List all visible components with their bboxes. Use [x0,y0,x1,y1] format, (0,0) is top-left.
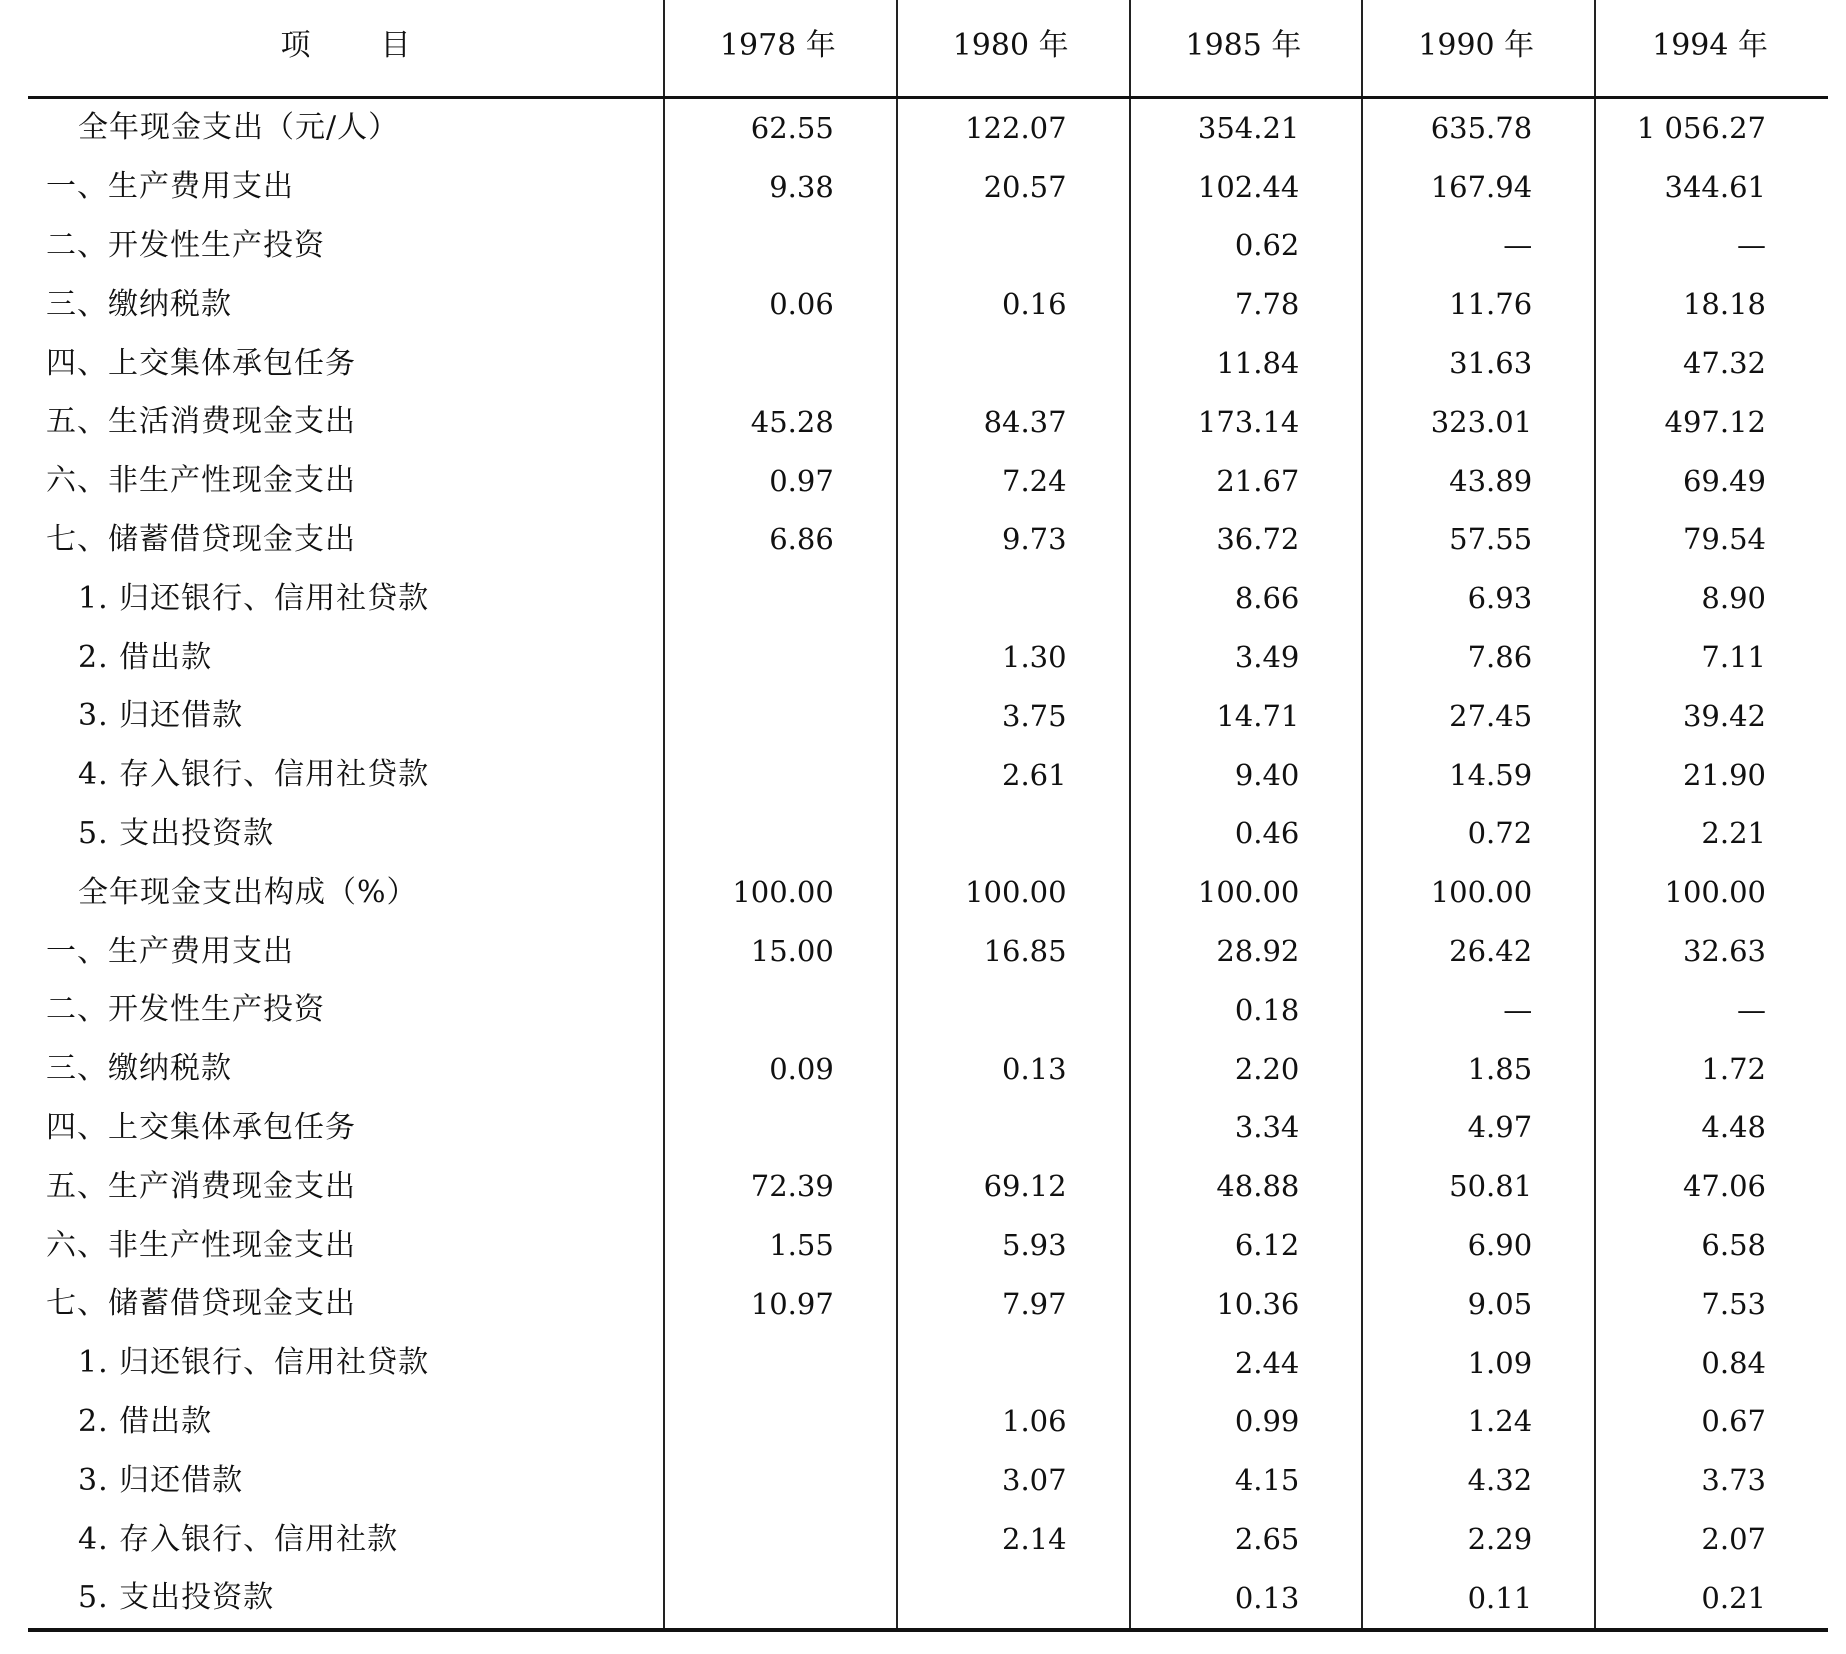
cell-1990: 323.01 [1362,393,1595,452]
cell-1994: — [1595,217,1828,276]
cell-1985: 2.65 [1130,1510,1363,1569]
cell-1978 [664,1451,897,1510]
cell-1994: 344.61 [1595,158,1828,217]
cell-1980: 2.61 [897,746,1130,805]
cell-1990: 26.42 [1362,922,1595,981]
cell-1978 [664,805,897,864]
row-label: 六、非生产性现金支出 [46,1227,356,1263]
row-label: 1. 归还银行、信用社贷款 [78,580,430,616]
table-row [28,569,1828,628]
cell-1990: 57.55 [1362,511,1595,570]
cell-1990: 0.72 [1362,805,1595,864]
cell-1980: 7.24 [897,452,1130,511]
cell-1980 [897,805,1130,864]
cell-1990: 50.81 [1362,1157,1595,1216]
cell-1985: 0.13 [1130,1569,1363,1630]
cell-1978: 0.09 [664,1040,897,1099]
table-row [28,1157,1828,1216]
table-row [28,1099,1828,1158]
cell-1978: 62.55 [664,98,897,158]
cell-1990: 100.00 [1362,863,1595,922]
header-year-1985: 1985 年 [1130,0,1363,98]
header-row [28,0,1828,98]
cell-1990: 6.93 [1362,569,1595,628]
cell-1985: 354.21 [1130,98,1363,158]
cell-1994: 47.32 [1595,334,1828,393]
cell-1978 [664,1510,897,1569]
cell-1978: 9.38 [664,158,897,217]
cell-1994: 8.90 [1595,569,1828,628]
cell-1990: 43.89 [1362,452,1595,511]
cell-1978 [664,217,897,276]
cell-1994: 32.63 [1595,922,1828,981]
table-row [28,275,1828,334]
cell-1990: — [1362,981,1595,1040]
cell-1990: 27.45 [1362,687,1595,746]
cell-1978: 10.97 [664,1275,897,1334]
table-row [28,1216,1828,1275]
cell-1985: 2.44 [1130,1334,1363,1393]
cell-1978 [664,1099,897,1158]
cell-1990: 0.11 [1362,1569,1595,1630]
table-row [28,393,1828,452]
cell-1985: 0.46 [1130,805,1363,864]
cell-1978 [664,1334,897,1393]
cell-1985: 28.92 [1130,922,1363,981]
table-row [28,334,1828,393]
cell-1978: 72.39 [664,1157,897,1216]
table-row [28,217,1828,276]
row-label: 4. 存入银行、信用社贷款 [78,757,430,793]
header-year-1978: 1978 年 [664,0,897,98]
table-row [28,1275,1828,1334]
cell-1985: 0.18 [1130,981,1363,1040]
row-label: 六、非生产性现金支出 [46,463,356,499]
table-header [28,0,1828,98]
header-item-part1: 项 [280,28,311,63]
cell-1978: 1.55 [664,1216,897,1275]
cell-1994: 18.18 [1595,275,1828,334]
table-row [28,805,1828,864]
cell-1990: 2.29 [1362,1510,1595,1569]
cell-1990: 11.76 [1362,275,1595,334]
cell-1985: 7.78 [1130,275,1363,334]
cell-1994: 3.73 [1595,1451,1828,1510]
cell-1990: 1.24 [1362,1393,1595,1452]
table-row [28,863,1828,922]
cell-1994: 7.53 [1595,1275,1828,1334]
cell-1985: 9.40 [1130,746,1363,805]
row-label: 五、生活消费现金支出 [46,404,356,440]
cell-1985: 173.14 [1130,393,1363,452]
cell-1985: 48.88 [1130,1157,1363,1216]
cell-1980: 100.00 [897,863,1130,922]
cell-1990: 31.63 [1362,334,1595,393]
row-label: 3. 归还借款 [78,698,244,734]
table-row [28,511,1828,570]
table-row [28,1040,1828,1099]
header-year-1980: 1980 年 [897,0,1130,98]
cell-1994: 69.49 [1595,452,1828,511]
cell-1994: 100.00 [1595,863,1828,922]
row-label: 七、储蓄借贷现金支出 [46,521,356,557]
cell-1980 [897,334,1130,393]
table-row [28,158,1828,217]
cell-1980: 1.30 [897,628,1130,687]
cell-1980: 5.93 [897,1216,1130,1275]
row-label: 四、上交集体承包任务 [46,345,356,381]
cell-1990: 4.32 [1362,1451,1595,1510]
cell-1978: 45.28 [664,393,897,452]
cell-1990: 7.86 [1362,628,1595,687]
cell-1994: 7.11 [1595,628,1828,687]
cell-1990: — [1362,217,1595,276]
cell-1980: 1.06 [897,1393,1130,1452]
cell-1980: 69.12 [897,1157,1130,1216]
cell-1980 [897,981,1130,1040]
cell-1978 [664,334,897,393]
table-row [28,98,1828,158]
cell-1990: 167.94 [1362,158,1595,217]
row-label: 三、缴纳税款 [46,1051,232,1087]
cell-1990: 1.09 [1362,1334,1595,1393]
cell-1985: 0.99 [1130,1393,1363,1452]
cell-1990: 14.59 [1362,746,1595,805]
cell-1980: 20.57 [897,158,1130,217]
cell-1994: 21.90 [1595,746,1828,805]
cell-1994: 2.21 [1595,805,1828,864]
cash-expenditure-table [28,0,1828,1632]
header-year-1990: 1990 年 [1362,0,1595,98]
row-label: 七、储蓄借贷现金支出 [46,1286,356,1322]
cell-1990: 1.85 [1362,1040,1595,1099]
cell-1994: 79.54 [1595,511,1828,570]
table-row [28,1510,1828,1569]
row-label: 2. 借出款 [78,1403,213,1439]
cell-1980: 84.37 [897,393,1130,452]
cell-1994: 2.07 [1595,1510,1828,1569]
cell-1980: 3.07 [897,1451,1130,1510]
cell-1994: 39.42 [1595,687,1828,746]
cell-1994: 0.67 [1595,1393,1828,1452]
cell-1985: 14.71 [1130,687,1363,746]
cell-1985: 102.44 [1130,158,1363,217]
cell-1980: 9.73 [897,511,1130,570]
cell-1980: 3.75 [897,687,1130,746]
cell-1980 [897,1569,1130,1630]
cell-1980: 122.07 [897,98,1130,158]
row-label: 一、生产费用支出 [46,933,294,969]
cell-1985: 3.34 [1130,1099,1363,1158]
row-label: 全年现金支出构成（%） [78,874,418,910]
row-label: 5. 支出投资款 [78,815,275,851]
cell-1985: 8.66 [1130,569,1363,628]
row-label: 三、缴纳税款 [46,286,232,322]
cell-1978: 0.06 [664,275,897,334]
cell-1980 [897,217,1130,276]
cell-1980: 16.85 [897,922,1130,981]
cell-1985: 100.00 [1130,863,1363,922]
cell-1978 [664,628,897,687]
cell-1978 [664,1393,897,1452]
table-row [28,1569,1828,1630]
row-label: 二、开发性生产投资 [46,227,325,263]
cell-1994: 1.72 [1595,1040,1828,1099]
cell-1994: 0.84 [1595,1334,1828,1393]
cell-1980 [897,1099,1130,1158]
cell-1980: 0.13 [897,1040,1130,1099]
table-row [28,1393,1828,1452]
cell-1985: 4.15 [1130,1451,1363,1510]
cell-1978: 15.00 [664,922,897,981]
table-body [28,98,1828,1630]
cell-1978: 0.97 [664,452,897,511]
cell-1980: 0.16 [897,275,1130,334]
cell-1985: 36.72 [1130,511,1363,570]
row-label: 5. 支出投资款 [28,1569,664,1630]
cell-1994: 6.58 [1595,1216,1828,1275]
cell-1985: 21.67 [1130,452,1363,511]
cell-1994: 1 056.27 [1595,98,1828,158]
table-row [28,922,1828,981]
row-label: 全年现金支出（元/人） [78,110,400,146]
cell-1985: 6.12 [1130,1216,1363,1275]
cell-1978: 6.86 [664,511,897,570]
cell-1980: 2.14 [897,1510,1130,1569]
row-label: 3. 归还借款 [78,1462,244,1498]
cell-1978 [664,981,897,1040]
cell-1990: 4.97 [1362,1099,1595,1158]
row-label: 四、上交集体承包任务 [46,1109,356,1145]
cell-1985: 10.36 [1130,1275,1363,1334]
cell-1994: 47.06 [1595,1157,1828,1216]
table-row [28,1334,1828,1393]
cell-1978 [664,687,897,746]
data-table-container [28,0,1828,1632]
row-label: 4. 存入银行、信用社款 [78,1521,399,1557]
row-label: 五、生产消费现金支出 [46,1168,356,1204]
table-row [28,687,1828,746]
row-label: 一、生产费用支出 [46,169,294,205]
header-year-1994: 1994 年 [1595,0,1828,98]
cell-1985: 2.20 [1130,1040,1363,1099]
cell-1994: 497.12 [1595,393,1828,452]
table-row [28,981,1828,1040]
cell-1980: 7.97 [897,1275,1130,1334]
header-item [28,0,664,98]
table-row [28,452,1828,511]
table-row [28,1451,1828,1510]
cell-1985: 3.49 [1130,628,1363,687]
cell-1990: 6.90 [1362,1216,1595,1275]
cell-1978: 100.00 [664,863,897,922]
table-row [28,628,1828,687]
cell-1985: 11.84 [1130,334,1363,393]
cell-1994: 4.48 [1595,1099,1828,1158]
row-label: 1. 归还银行、信用社贷款 [78,1345,430,1381]
cell-1980 [897,1334,1130,1393]
cell-1978 [664,746,897,805]
cell-1985: 0.62 [1130,217,1363,276]
cell-1978 [664,1569,897,1630]
row-label: 二、开发性生产投资 [46,992,325,1028]
cell-1990: 9.05 [1362,1275,1595,1334]
cell-1994: 0.21 [1595,1569,1828,1630]
table-row [28,746,1828,805]
cell-1978 [664,569,897,628]
cell-1994: — [1595,981,1828,1040]
row-label: 2. 借出款 [78,639,213,675]
cell-1990: 635.78 [1362,98,1595,158]
header-item-part2: 目 [380,28,411,63]
cell-1980 [897,569,1130,628]
